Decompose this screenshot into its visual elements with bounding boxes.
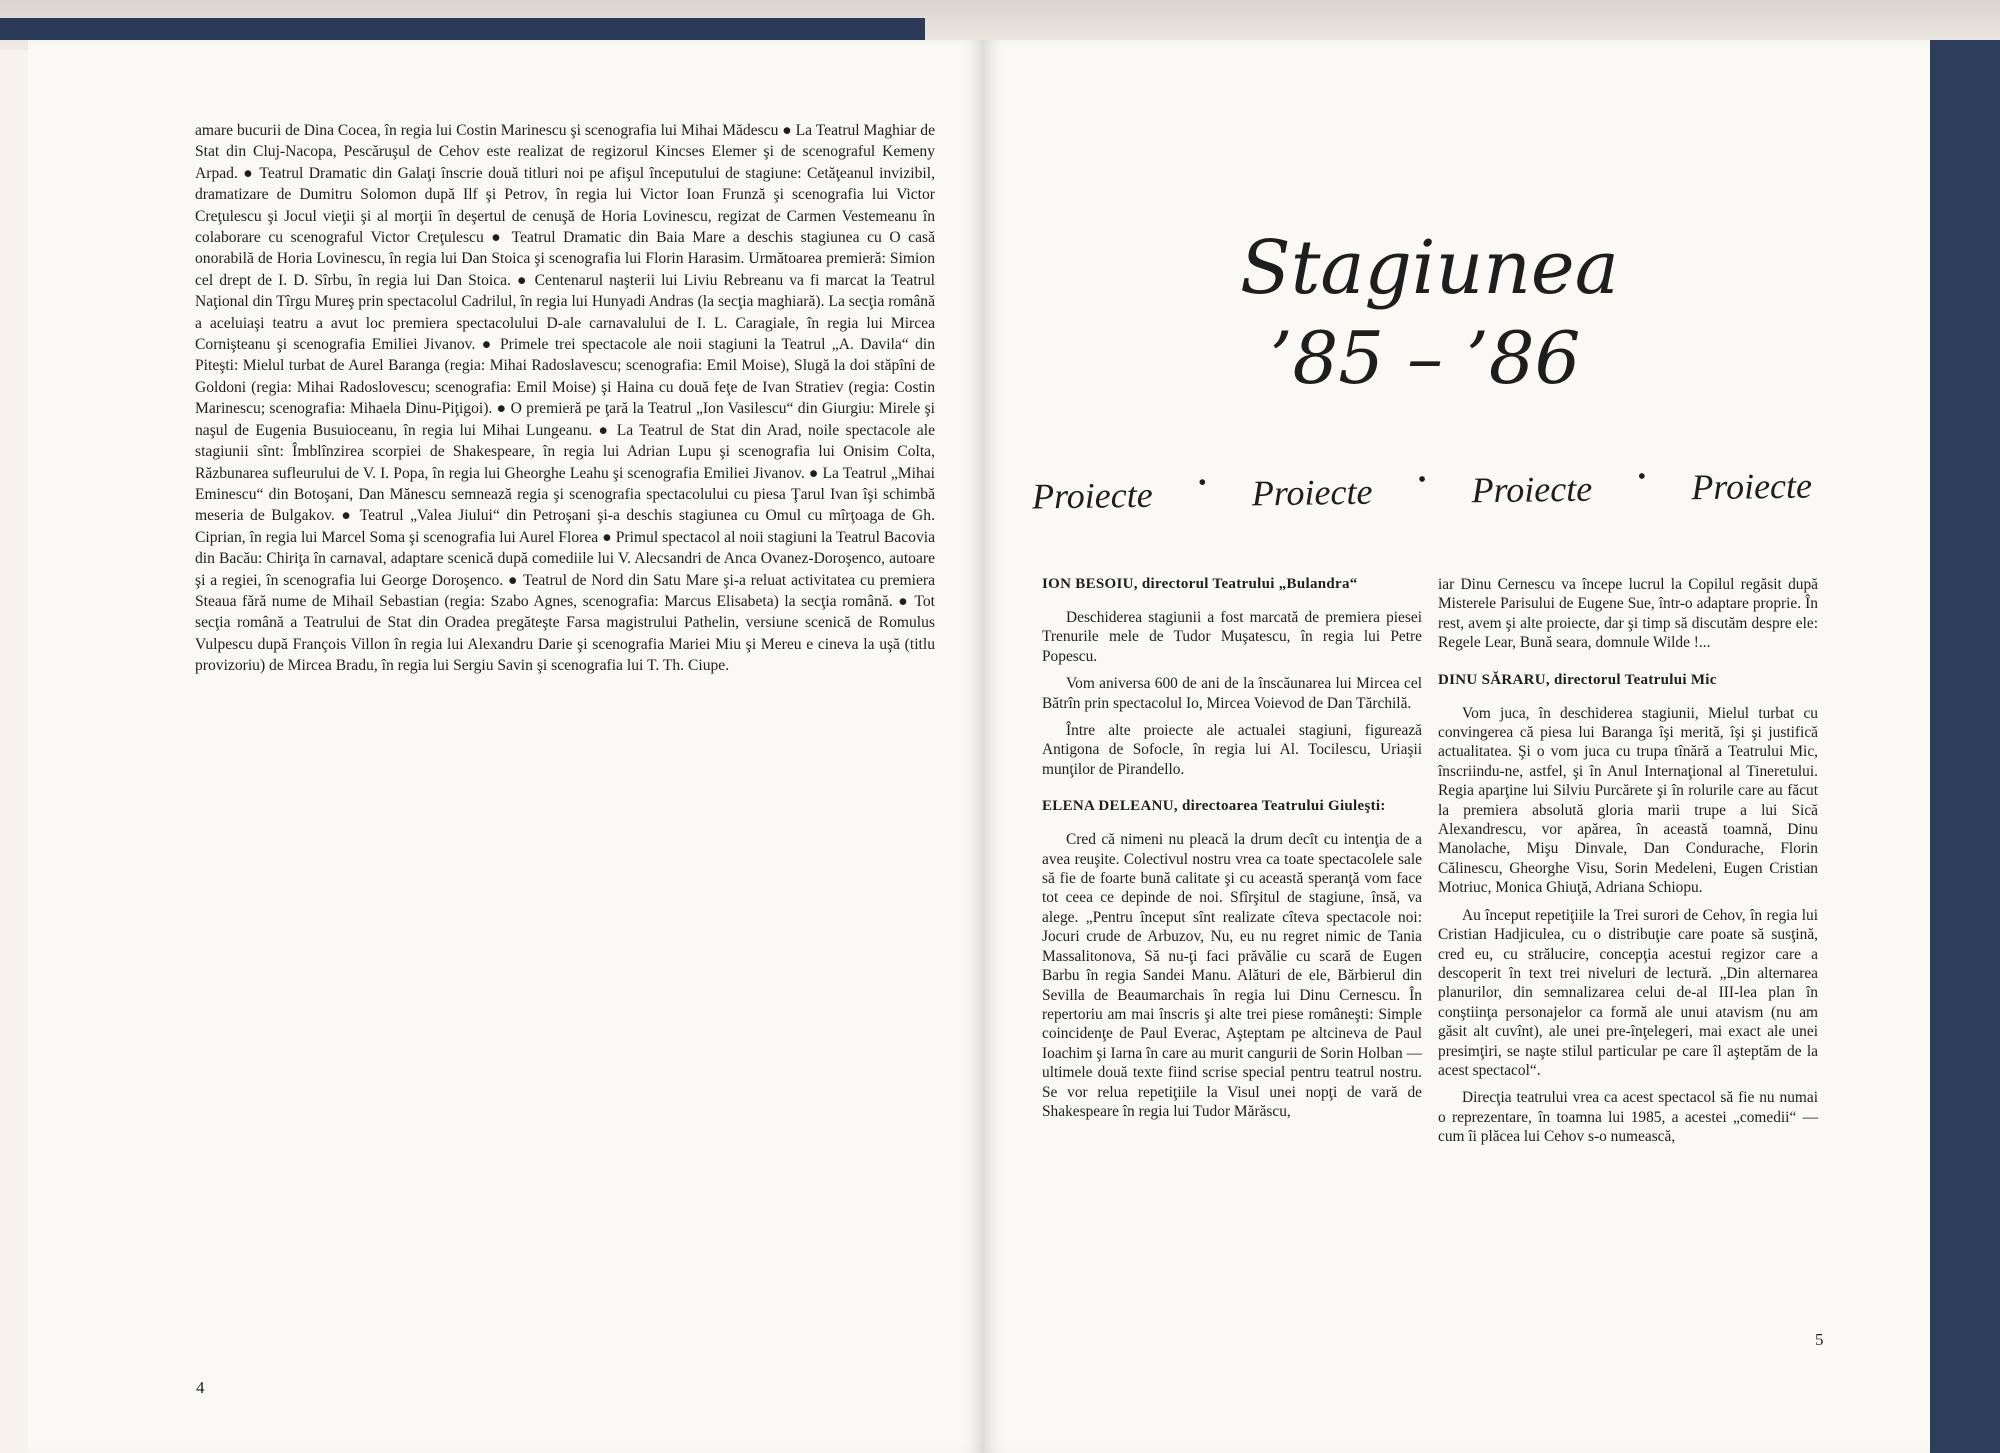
page-number-left: 4 — [196, 1378, 205, 1397]
projects-word: Proiecte — [1251, 471, 1373, 514]
paragraph: Au început repetiţiile la Trei surori de Cehov, în regia lui Cristian Hadjiculea, cu o distribuţie care poate să susţină, cred eu, cu strălucire, concepţia acestui regizor care a descoperit în text trei niveluri de lectură. „Din alternarea planurilor, din semnalizarea celui de-al III-lea plan în conştiinţa personajelor ca formă ale unui atavism (nu am găsit alt cuvînt), ale unei pre-înţelegeri, mai exact ale unei presimţiri, se naşte stilul particular pe care îl aşteptăm de la acest spectacol“. — [1438, 906, 1818, 1079]
title-line-1: Stagiunea — [1240, 225, 1619, 311]
bullet: • — [1197, 470, 1207, 497]
column-left — [1042, 575, 1422, 1129]
interview-heading: ION BESOIU, directorul Teatrului „Bulandra“ — [1042, 576, 1358, 592]
paragraph: Deschiderea stagiunii a fost marcată de premiera piesei Trenurile mele de Tudor Muşatescu, în regia lui Petre Popescu. — [1042, 609, 1422, 665]
title-line-2: ’85 – ’86 — [1269, 316, 1581, 400]
projects-word: Proiecte — [1691, 465, 1813, 508]
projects-word: Proiecte — [1471, 468, 1593, 511]
left-body-text: amare bucurii de Dina Cocea, în regia lui Costin Marinescu şi scenografia lui Mihai Mădescu ● La Teatrul Maghiar de Stat din Cluj-Nacopa, Pescăruşul de Cehov este realizat de regizorul Kincses Elemer şi de scenograful Kemeny Arpad. ● Teatrul Dramatic din Galaţi înscrie două titluri noi pe afişul începutului de stagiune: Cetăţeanul invizibil, dramatizare de Dumitru Solomon după Ilf şi Petrov, în regia lui Victor Ioan Frunză şi scenografia lui Victor Creţulescu şi Jocul vieţii şi al morţii în deşertul de cenuşă de Horia Lovinescu, regizat de Carmen Vestemeanu în colaborare cu scenograful Victor Creţulescu ● Teatrul Dramatic din Baia Mare a deschis stagiunea cu O casă onorabilă de Horia Lovinescu, în regia lui Dan Stoica şi scenografia lui Florin Harasim. Următoarea premieră: Simion cel drept de I. D. Sîrbu, în regia lui Dan Stoica. ● Centenarul naşterii lui Liviu Rebreanu va fi marcat la Teatrul Naţional din Tîrgu Mureş prin spectacolul Cadrilul, în regia lui Hunyadi Andras (la secţia maghiară). La secţia română a aceluiaşi teatru a avut loc premiera spectacolului D-ale carnavalului de I. L. Caragiale, în regia lui Mircea Cornişteanu şi scenografia Emiliei Jivanov. ● Primele trei spectacole ale noii stagiuni la Teatrul „A. Davila“ din Piteşti: Mielul turbat de Aurel Baranga (regia: Mihai Radoslavescu; scenografia: Emil Moise), Slugă la doi stăpîni de Goldoni (regia: Mihai Radoslovescu; scenografia: Emil Moise) şi Haina cu două feţe de Ivan Stratiev (regia: Costin Marinescu; scenografia: Mihaela Dinu-Piţigoi). ● O premieră pe ţară la Teatrul „Ion Vasilescu“ din Giurgiu: Mirele şi naşul de Eugenia Busuioceanu, în regia lui Mihai Lungeanu. ● La Teatrul de Stat din Arad, noile spectacole ale stagiunii sînt: Îmblînzirea scorpiei de Shakespeare, în regia lui Adrian Lupu şi scenografia lui Onisim Colta, Răzbunarea sufleurului de V. I. Popa, în regia lui Gheorghe Leahu şi scenografia Emiliei Jivanov. ● La Teatrul „Mihai Eminescu“ din Botoşani, Dan Mănescu semnează regia şi scenografia spectacolului cu piesa Ţarul Ivan îşi schimbă meseria de Bulgakov. ● Teatrul „Valea Jiului“ din Petroşani şi-a deschis stagiunea cu Omul cu mîrţoaga de Gh. Ciprian, în regia lui Marcel Soma şi scenografia lui Aurel Florea ● Primul spectacol al noii stagiuni la Teatrul Bacovia din Bacău: Chiriţa în carnaval, adaptare scenică după comediile lui V. Alecsandri de Anca Ovanez-Doroşenco, autoare şi a regiei, în scenografia lui George Doroşenco. ● Teatrul de Nord din Satu Mare şi-a reluat activitatea cu premiera Steaua fără nume de Mihail Sebastian (regia: Szabo Agnes, scenografia: Marcus Elisabeta) la secţia română. ● Tot secţia română a Teatrului de Stat din Oradea pregăteşte Farsa magistrului Pathelin, versiune scenică de Romulus Vulpescu după François Villon în regia lui Alexandru Darie şi scenografia Mariei Miu şi Mereu e cineva la uşă (titlu provizoriu) de Mircea Bradu, în regia lui Sergiu Savin şi scenografia lui T. Th. Ciupe. — [195, 122, 935, 675]
projects-word: Proiecte — [1031, 474, 1153, 517]
bullet: • — [1637, 463, 1647, 490]
paragraph: Vom juca, în deschiderea stagiunii, Mielul turbat cu convingerea că piesa lui Baranga îşi merită, îşi şi justifică actualitatea. Şi o vom juca cu trupa tînără a Teatrului Mic, înscriindu-ne, astfel, şi în Anul Internaţional al Tineretului. Regia aparţine lui Silviu Purcărete şi în rolurile care au făcut la premiera absolută gloria marii trupe a lui Sică Alexandrescu, vor apărea, în această toamnă, Dinu Manolache, Mişu Dinvale, Dan Condurache, Florin Călinescu, Gheorghe Visu, Sorin Medeleni, Eugen Cristian Motriuc, Monica Ghiuţă, Adriana Schiopu. — [1438, 704, 1818, 897]
paragraph: Direcţia teatrului vrea ca acest spectacol să fie nu numai o reprezentare, în toamna lui 1985, a acestei „comedii“ — cum îi plăcea lui Cehov s-o numească, — [1438, 1089, 1818, 1146]
interview-heading: ELENA DELEANU, directoarea Teatrului Giuleşti: — [1042, 798, 1386, 815]
book-cover-edge — [0, 18, 925, 40]
book-cover-right — [1930, 40, 2000, 1453]
paragraph: Între alte proiecte ale actualei stagiuni, figurează Antigona de Sofocle, în regia lui Al. Tocilescu, Uriaşii munţilor de Pirandello. — [1042, 722, 1422, 778]
interview-heading: DINU SĂRARU, directorul Teatrului Mic — [1438, 671, 1717, 688]
paragraph: Vom aniversa 600 de ani de la înscăunarea lui Mircea cel Bătrîn prin spectacolul Io, Mircea Voievod de Dan Tărchilă. — [1042, 675, 1422, 712]
page-number-right: 5 — [1815, 1330, 1824, 1349]
left-page-body — [195, 120, 935, 677]
bullet: • — [1417, 466, 1427, 494]
paragraph: Cred că nimeni nu pleacă la drum decît cu intenţia de a avea reuşite. Colectivul nostru vrea ca toate spectacolele sale să fie de foarte bună calitate şi cu această speranţă vom face tot ceea ce depinde de noi. Sfîrşitul de stagiune, însă, va alege. „Pentru început sînt realizate cîteva spectacole noi: Jocuri crude de Arbuzov, Nu, eu nu regret nimic de Tania Massalitonova, Să nu-ţi faci prăvălie cu scară de Eugen Barbu în regia Sandei Manu. Alături de ele, Bărbierul din Sevilla de Beaumarchais în regia lui Dinu Cernescu. În repertoriu am mai înscris şi alte trei piese româneşti: Simple coincidenţe de Paul Everac, Aşteptam pe altcineva de Paul Ioachim şi Iarna în care au murit cangurii de Sorin Holban — ultimele două texte fiind scrise special pentru teatrul nostru. Se vor relua repetiţiile la Visul unei nopţi de vară de Shakespeare în regia lui Tudor Mărăscu, — [1042, 831, 1422, 1120]
column-right — [1438, 575, 1818, 1155]
paragraph: iar Dinu Cernescu va începe lucrul la Copilul regăsit după Misterele Parisului de Eugene Sue, într-o adaptare proprie. În rest, avem şi alte proiecte, dar şi timp să discutăm despre ele: Regele Lear, Bună seara, domnule Wilde !... — [1438, 576, 1818, 652]
